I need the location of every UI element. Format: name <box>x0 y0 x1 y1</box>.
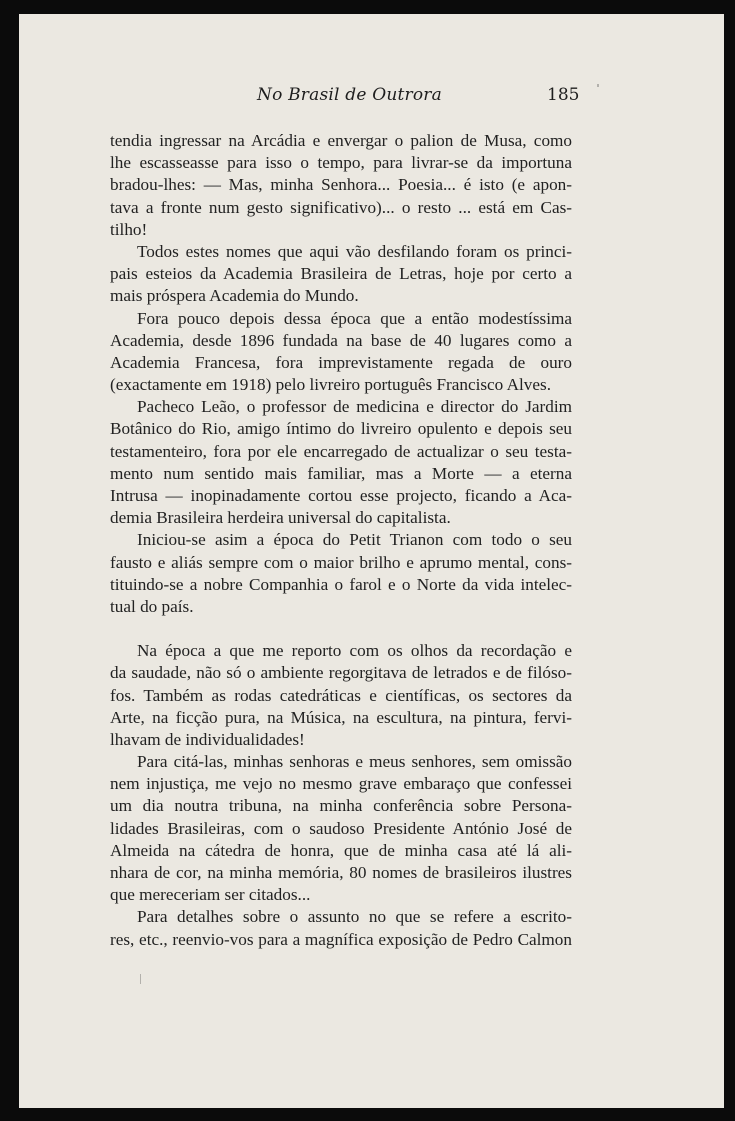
text-line: bradou-lhes: — Mas, minha Senhora... Poesia... é isto (e apon- <box>110 175 572 195</box>
text-line: fos. Também as rodas catedráticas e científicas, os sectores da <box>110 685 572 705</box>
text-line: mento num sentido mais familiar, mas a Morte — a eterna <box>110 463 572 483</box>
text-line: res, etc., reenvio-vos para a magnífica exposição de Pedro Calmon <box>110 929 572 949</box>
text-line: Arte, na ficção pura, na Música, na escultura, na pintura, fervi- <box>110 707 572 727</box>
text-line: lidades Brasileiras, com o saudoso Presidente António José de <box>110 818 572 838</box>
text-line: Pacheco Leão, o professor de medicina e director do Jardim <box>137 397 572 417</box>
text-line: mais próspera Academia do Mundo. <box>110 286 359 306</box>
text-line: nem injustiça, me vejo no mesmo grave embaraço que confessei <box>110 774 572 794</box>
text-line: (exactamente em 1918) pelo livreiro português Francisco Alves. <box>110 375 552 395</box>
text-line: nhara de cor, na minha memória, 80 nomes de brasileiros ilustres <box>110 863 572 882</box>
text-line: demia Brasileira herdeira universal do capitalista. <box>110 508 451 528</box>
text-line: Intrusa — inopinadamente cortou esse projecto, ficando a Aca- <box>110 486 572 505</box>
text-line: Academia, desde 1896 fundada na base de 40 lugares como a <box>110 330 572 350</box>
text-line: tendia ingressar na Arcádia e envergar o palion de Musa, como <box>110 131 572 150</box>
text-line: da saudade, não só o ambiente regorgitava de letrados e de filóso- <box>110 663 572 683</box>
text-line: testamenteiro, fora por ele encarregado de actualizar o seu testa- <box>110 441 572 461</box>
text-line: que mereceriam ser citados... <box>110 885 311 905</box>
text-line: Botânico do Rio, amigo íntimo do livreiro opulento e depois seu <box>110 419 572 439</box>
text-line: Para citá-las, minhas senhoras e meus senhores, sem omissão <box>137 752 572 772</box>
running-title: No Brasil de Outrora <box>257 85 442 105</box>
text-line: Todos estes nomes que aqui vão desfilando foram os princi- <box>137 241 572 261</box>
text-line: Almeida na cátedra de honra, que de minha casa até lá ali- <box>110 840 572 860</box>
text-line: um dia noutra tribuna, na minha conferência sobre Persona- <box>110 796 572 816</box>
text-line: lhavam de individualidades! <box>110 729 305 749</box>
page-header <box>19 85 724 111</box>
text-line: Fora pouco depois dessa época que a então modestíssima <box>137 308 572 328</box>
section-gap <box>110 618 572 640</box>
paper-scuff <box>597 84 599 87</box>
text-line: lhe escasseasse para isso o tempo, para livrar-se da importuna <box>110 153 572 173</box>
paper-scuff <box>140 974 141 984</box>
text-line: Academia Francesa, fora imprevistamente regada de ouro <box>110 352 572 372</box>
text-line: tual do país. <box>110 596 194 616</box>
text-line: tituindo-se a nobre Companhia o farol e o Norte da vida intelec- <box>110 574 572 594</box>
text-line: Para detalhes sobre o assunto no que se refere a escrito- <box>137 907 572 927</box>
text-line: tava a fronte num gesto significativo)... o resto ... está em Cas- <box>110 197 572 217</box>
text-line: tilho! <box>110 219 148 239</box>
book-page <box>19 14 724 1108</box>
text-line: fausto e aliás sempre com o maior brilho e aprumo mental, cons- <box>110 552 572 572</box>
text-line: pais esteios da Academia Brasileira de Letras, hoje por certo a <box>110 264 572 284</box>
text-line: Na época a que me reporto com os olhos da recordação e <box>137 641 572 661</box>
text-line: Iniciou-se asim a época do Petit Trianon com todo o seu <box>137 530 572 550</box>
page-number: 185 <box>547 85 580 105</box>
body-text <box>110 130 572 951</box>
